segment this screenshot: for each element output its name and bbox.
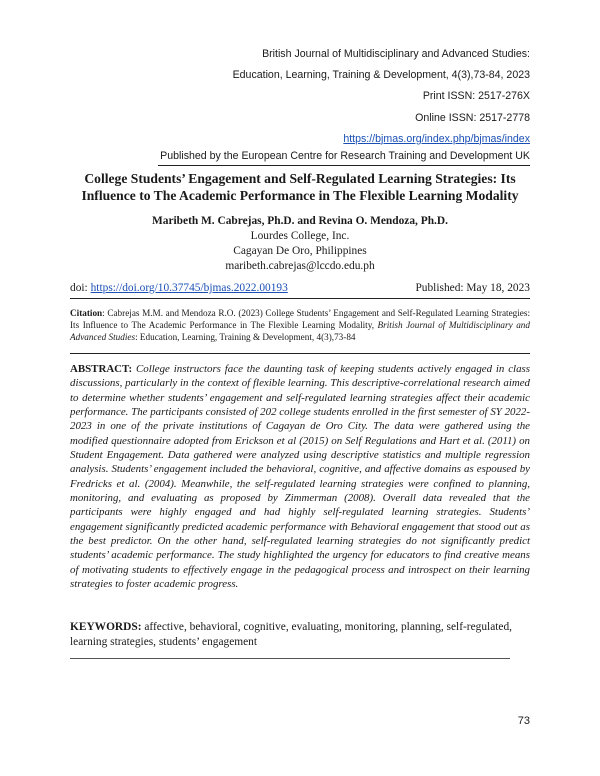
doi-row xyxy=(70,282,530,294)
author-location: Cagayan De Oro, Philippines xyxy=(233,245,367,257)
abstract-label: ABSTRACT: xyxy=(70,363,133,375)
online-issn: Online ISSN: 2517-2778 xyxy=(415,111,530,124)
author-names: Maribeth M. Cabrejas, Ph.D. and Revina O. Mendoza, Ph.D. xyxy=(152,215,448,227)
citation-divider xyxy=(70,353,530,354)
author-block xyxy=(80,214,520,274)
footer-divider xyxy=(70,658,510,659)
keywords-block xyxy=(70,620,530,650)
paper-title: College Students’ Engagement and Self-Regulated Learning Strategies: Its Influence to The Academic Performance in The Flexible Learning Modality xyxy=(81,171,519,203)
citation-tail: : Education, Learning, Training & Development, 4(3),73-84 xyxy=(135,332,356,343)
abstract-block xyxy=(70,362,530,592)
keywords-label: KEYWORDS: xyxy=(70,621,142,633)
header-divider xyxy=(158,165,530,166)
publisher-line: Published by the European Centre for Research Training and Development UK xyxy=(160,150,530,162)
journal-header xyxy=(233,44,530,150)
citation-text: : Cabrejas M.M. and Mendoza R.O. (2023) College Students’ Engagement and Self-Regulated Learning Strategies: Its Influence to The Academic Performance in The Flexible Learning Modality, xyxy=(70,308,530,331)
doi-block xyxy=(70,282,288,294)
author-institution: Lourdes College, Inc. xyxy=(250,230,350,242)
author-email: maribeth.cabrejas@lccdo.edu.ph xyxy=(225,260,375,272)
print-issn: Print ISSN: 2517-276X xyxy=(422,90,530,103)
journal-name: British Journal of Multidisciplinary and Advanced Studies: xyxy=(262,48,530,60)
published-date: Published: May 18, 2023 xyxy=(415,282,530,294)
citation-block xyxy=(70,307,530,344)
doi-label: doi: xyxy=(70,282,88,294)
journal-series: Education, Learning, Training & Development, 4(3),73-84, 2023 xyxy=(232,69,530,82)
keywords-text: affective, behavioral, cognitive, evaluating, monitoring, planning, self-regulated, learning strategies, students’ engagement xyxy=(70,621,513,648)
citation-journal: British Journal of Multidisciplinary and Advanced Studies xyxy=(70,320,530,343)
doi-divider xyxy=(70,298,530,299)
page-number: 73 xyxy=(517,715,530,727)
citation-label: Citation xyxy=(70,308,103,318)
doi-link[interactable]: https://doi.org/10.37745/bjmas.2022.00193 xyxy=(90,282,288,294)
journal-url-link[interactable]: https://bjmas.org/index.php/bjmas/index xyxy=(343,132,530,145)
abstract-text: College instructors face the daunting task of keeping students actively engaged in class discussions, particularly in the context of flexible learning. This descriptive-correlational research aimed to determine whether students’ engagement and self-regulated learning strategies affect their academic performance. The participants consisted of 202 college students enrolled in the first semester of SY 2022-2023 in one of the private institutions of Cagayan de Oro City. The data were gathered using the modified questionnaire adopted from Erickson et al (2015) on Self Regulations and Hart et al. (2011) on Student Engagement. Data gathered were analyzed using descriptive statistics and multiple regression analysis. Students’ engagement included the behavioral, cognitive, and affective domains as espoused by Fredricks et al. (2004). Meanwhile, the self-regulated learning strategies were confined to planning, monitoring, and evaluating as proposed by Zimmerman (2008). Overall data revealed that the participants were highly engaged and had highly self-regulated learning strategies. Students’ engagement significantly predicted academic performance with Behavioral engagement that stood out as the best predictor. On the other hand, self-regulated learning strategies do not significantly predict students’ academic performance. The study highlighted the urgency for educators to find creative means of motivating students to effectively engage in the pedagogical process and introspect on their learning strategies to foster academic progress. xyxy=(70,363,530,591)
